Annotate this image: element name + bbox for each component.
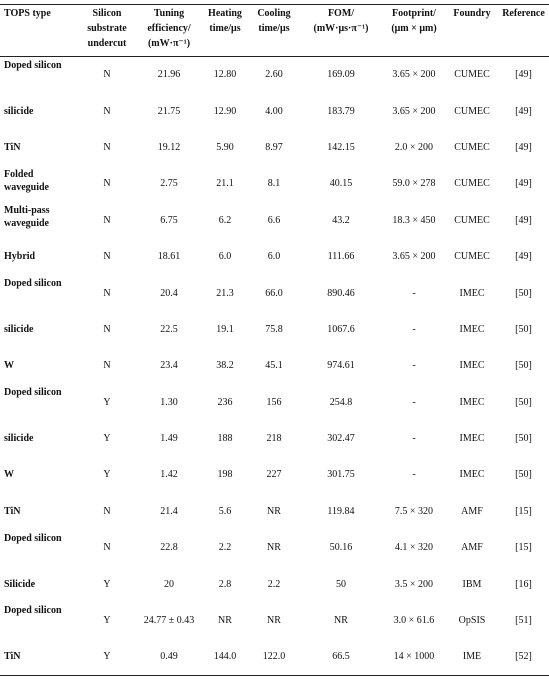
header-line: FOM/ [327,8,355,19]
cell-reference: [49] [515,69,532,81]
cell-substrate-undercut: N [103,323,111,335]
cell-substrate-undercut: N [103,214,111,226]
cell-cooling-time: NR [267,542,281,554]
header-line: efficiency/ [147,23,191,34]
cell-substrate-undercut: N [103,287,111,299]
cell-fom: 119.84 [327,505,355,517]
cell-footprint: - [412,469,416,481]
cell-fom: 43.2 [332,214,350,226]
cell-fom: 50.16 [329,542,353,554]
cell-tuning-efficiency: 24.77 ± 0.43 [143,615,195,627]
table-row [0,57,549,93]
cell-foundry: IMEC [459,287,485,299]
cell-tuning-efficiency: 23.4 [160,360,178,372]
cell-tops-type: Silicide [4,578,36,590]
cell-tops-type: TiN [4,505,21,517]
cell-tuning-efficiency: 1.49 [160,433,178,445]
cell-substrate-undercut: N [103,141,111,153]
cell-fom: 890.46 [327,287,355,299]
header-reference [498,5,549,57]
cell-cooling-time: 6.6 [267,214,281,226]
cell-substrate-undercut: N [103,178,111,190]
cell-substrate-undercut: Y [103,469,111,481]
cell-fom: 40.15 [329,178,353,190]
cell-cooling-time: 4.00 [265,105,283,117]
cell-reference: [50] [515,469,532,481]
cell-substrate-undercut: Y [103,396,111,408]
cell-tops-type: Multi-pass waveguide [4,205,50,230]
cell-heating-time: 12.90 [213,105,237,117]
cell-footprint: - [412,433,416,445]
cell-substrate-undercut: Y [103,615,111,627]
cell-heating-time: 2.2 [218,542,232,554]
cell-footprint: 3.65 × 200 [392,69,436,81]
header-line: (mW·π⁻¹) [147,38,191,49]
cell-foundry: IMEC [459,469,485,481]
cell-heating-time: 236 [217,396,233,408]
header-row [0,5,549,57]
table-row [0,275,549,311]
cell-footprint: 4.1 × 320 [394,542,434,554]
cell-heating-time: 2.8 [218,578,232,590]
cell-cooling-time: 122.0 [262,651,286,663]
cell-tops-type: TiN [4,651,21,663]
cell-reference: [15] [515,505,532,517]
tops-comparison-table [0,4,549,676]
cell-tops-type: Doped silicon [4,605,62,617]
cell-cooling-time: 2.60 [265,69,283,81]
table-row [0,311,549,347]
cell-reference: [16] [515,578,532,590]
cell-heating-time: 5.90 [216,141,234,153]
header-line: undercut [87,38,127,49]
header-line: Reference [502,8,545,19]
cell-tops-type: Hybrid [4,251,36,263]
cell-cooling-time: NR [267,615,281,627]
cell-tops-type: Doped silicon [4,60,62,71]
cell-cooling-time: NR [267,505,281,517]
header-line: time/μs [258,23,290,34]
cell-foundry: CUMEC [454,141,490,153]
cell-tuning-efficiency: 21.4 [160,505,178,517]
cell-footprint: 59.0 × 278 [392,178,436,190]
cell-reference: [50] [515,433,532,445]
cell-cooling-time: 6.0 [267,251,281,263]
header-line: (μm × μm) [391,23,437,34]
cell-foundry: IMEC [459,323,485,335]
table-row [0,202,549,238]
cell-tuning-efficiency: 2.75 [160,178,178,190]
cell-cooling-time: 227 [266,469,282,481]
table-row [0,530,549,566]
cell-reference: [15] [515,542,532,554]
cell-tuning-efficiency: 19.12 [157,141,181,153]
cell-tops-type: W [4,469,14,481]
table-row [0,566,549,602]
cell-cooling-time: 45.1 [265,360,283,372]
cell-tops-type: TiN [4,141,21,153]
cell-footprint: 3.0 × 61.6 [393,615,435,627]
cell-substrate-undercut: N [103,105,111,117]
cell-substrate-undercut: Y [103,433,111,445]
cell-reference: [50] [515,287,532,299]
header-fom [300,5,382,57]
cell-tuning-efficiency: 22.8 [160,542,178,554]
cell-footprint: - [412,396,416,408]
cell-footprint: 3.65 × 200 [392,251,436,263]
cell-heating-time: 188 [217,433,233,445]
cell-fom: 254.8 [329,396,353,408]
cell-foundry: AMF [461,542,483,554]
cell-reference: [50] [515,396,532,408]
cell-reference: [50] [515,360,532,372]
header-heating-time [202,5,248,57]
cell-heating-time: 21.1 [216,178,234,190]
cell-fom: 111.66 [327,251,355,263]
cell-substrate-undercut: Y [103,651,111,663]
cell-tuning-efficiency: 6.75 [160,214,178,226]
cell-footprint: - [412,287,416,299]
cell-substrate-undercut: Y [103,578,111,590]
cell-fom: NR [334,615,348,627]
cell-cooling-time: 2.2 [267,578,281,590]
cell-tops-type: Doped silicon [4,532,62,544]
header-silicon-undercut [78,5,136,57]
cell-fom: 301.75 [327,469,355,481]
table-body [0,57,549,676]
cell-heating-time: 198 [217,469,233,481]
header-line: TOPS type [4,8,51,19]
cell-fom: 302.47 [327,433,355,445]
header-line: (mW·μs·π⁻¹) [313,23,369,34]
cell-footprint: - [412,323,416,335]
header-line: Footprint/ [392,8,436,19]
cell-cooling-time: 8.1 [267,178,281,190]
cell-tuning-efficiency: 1.42 [160,469,178,481]
cell-reference: [51] [515,615,532,627]
header-foundry [446,5,498,57]
cell-tops-type: Doped silicon [4,387,62,399]
cell-foundry: CUMEC [454,178,490,190]
cell-cooling-time: 218 [266,433,282,445]
cell-foundry: CUMEC [454,251,490,263]
cell-foundry: IMEC [459,433,485,445]
cell-cooling-time: 156 [266,396,282,408]
table-row [0,238,549,274]
cell-fom: 50 [336,578,346,590]
cell-reference: [49] [515,105,532,117]
cell-footprint: 7.5 × 320 [394,505,434,517]
cell-heating-time: 6.2 [218,214,232,226]
cell-heating-time: 6.0 [218,251,232,263]
cell-cooling-time: 75.8 [265,323,283,335]
cell-cooling-time: 66.0 [265,287,283,299]
table-row [0,384,549,420]
cell-footprint: 2.0 × 200 [394,141,434,153]
cell-tuning-efficiency: 22.5 [160,323,178,335]
table-row [0,129,549,165]
cell-tuning-efficiency: 20.4 [160,287,178,299]
cell-fom: 974.61 [327,360,355,372]
header-line: Cooling [257,8,291,19]
cell-tops-type: silicide [4,433,34,445]
cell-fom: 1067.6 [327,323,355,335]
cell-reference: [49] [515,178,532,190]
cell-foundry: AMF [461,505,483,517]
table-row [0,348,549,384]
cell-footprint: - [412,360,416,372]
cell-foundry: CUMEC [454,69,490,81]
header-cooling-time [248,5,300,57]
cell-tuning-efficiency: 1.30 [160,396,178,408]
cell-substrate-undercut: N [103,542,111,554]
cell-heating-time: 5.6 [218,505,232,517]
table-row [0,639,549,675]
cell-reference: [52] [515,651,532,663]
table-header [0,5,549,57]
cell-heating-time: 12.80 [213,69,237,81]
header-tuning-efficiency [136,5,202,57]
cell-foundry: OpSIS [458,615,486,627]
cell-heating-time: 144.0 [213,651,237,663]
cell-heating-time: 38.2 [216,360,234,372]
cell-foundry: IMEC [459,396,485,408]
header-line: Tuning [153,8,185,19]
cell-substrate-undercut: N [103,69,111,81]
cell-footprint: 3.65 × 200 [392,105,436,117]
cell-substrate-undercut: N [103,505,111,517]
table-row [0,420,549,456]
cell-foundry: IMEC [459,360,485,372]
cell-tops-type: silicide [4,323,34,335]
cell-foundry: CUMEC [454,214,490,226]
table-row [0,457,549,493]
cell-tops-type: Doped silicon [4,277,62,289]
cell-fom: 66.5 [332,651,350,663]
cell-fom: 169.09 [327,69,355,81]
cell-heating-time: 19.1 [216,323,234,335]
cell-reference: [49] [515,141,532,153]
cell-fom: 142.15 [327,141,355,153]
cell-footprint: 3.5 × 200 [394,578,434,590]
cell-substrate-undercut: N [103,360,111,372]
table-row [0,93,549,129]
cell-reference: [49] [515,214,532,226]
header-tops-type [0,5,78,57]
header-line: Silicon [92,8,122,19]
cell-foundry: IBM [462,578,482,590]
cell-reference: [49] [515,251,532,263]
cell-heating-time: NR [218,615,232,627]
cell-footprint: 18.3 × 450 [392,214,436,226]
cell-tuning-efficiency: 20 [164,578,174,590]
header-footprint [382,5,446,57]
table-row [0,166,549,202]
cell-tuning-efficiency: 21.96 [157,69,181,81]
header-line: time/μs [209,23,241,34]
cell-tuning-efficiency: 0.49 [160,651,178,663]
table-row [0,493,549,529]
cell-foundry: IME [462,651,482,663]
cell-tops-type: silicide [4,105,34,117]
cell-tops-type: W [4,360,14,372]
cell-footprint: 14 × 1000 [393,651,435,663]
header-line: Foundry [453,8,491,19]
cell-tops-type: Folded waveguide [4,168,49,193]
cell-reference: [50] [515,323,532,335]
table-row [0,602,549,638]
header-line: Heating [208,8,242,19]
header-line: substrate [87,23,127,34]
cell-foundry: CUMEC [454,105,490,117]
cell-tuning-efficiency: 21.75 [157,105,181,117]
cell-tuning-efficiency: 18.61 [157,251,181,263]
cell-heating-time: 21.3 [216,287,234,299]
cell-cooling-time: 8.97 [265,141,283,153]
cell-fom: 183.79 [327,105,355,117]
cell-substrate-undercut: N [103,251,111,263]
